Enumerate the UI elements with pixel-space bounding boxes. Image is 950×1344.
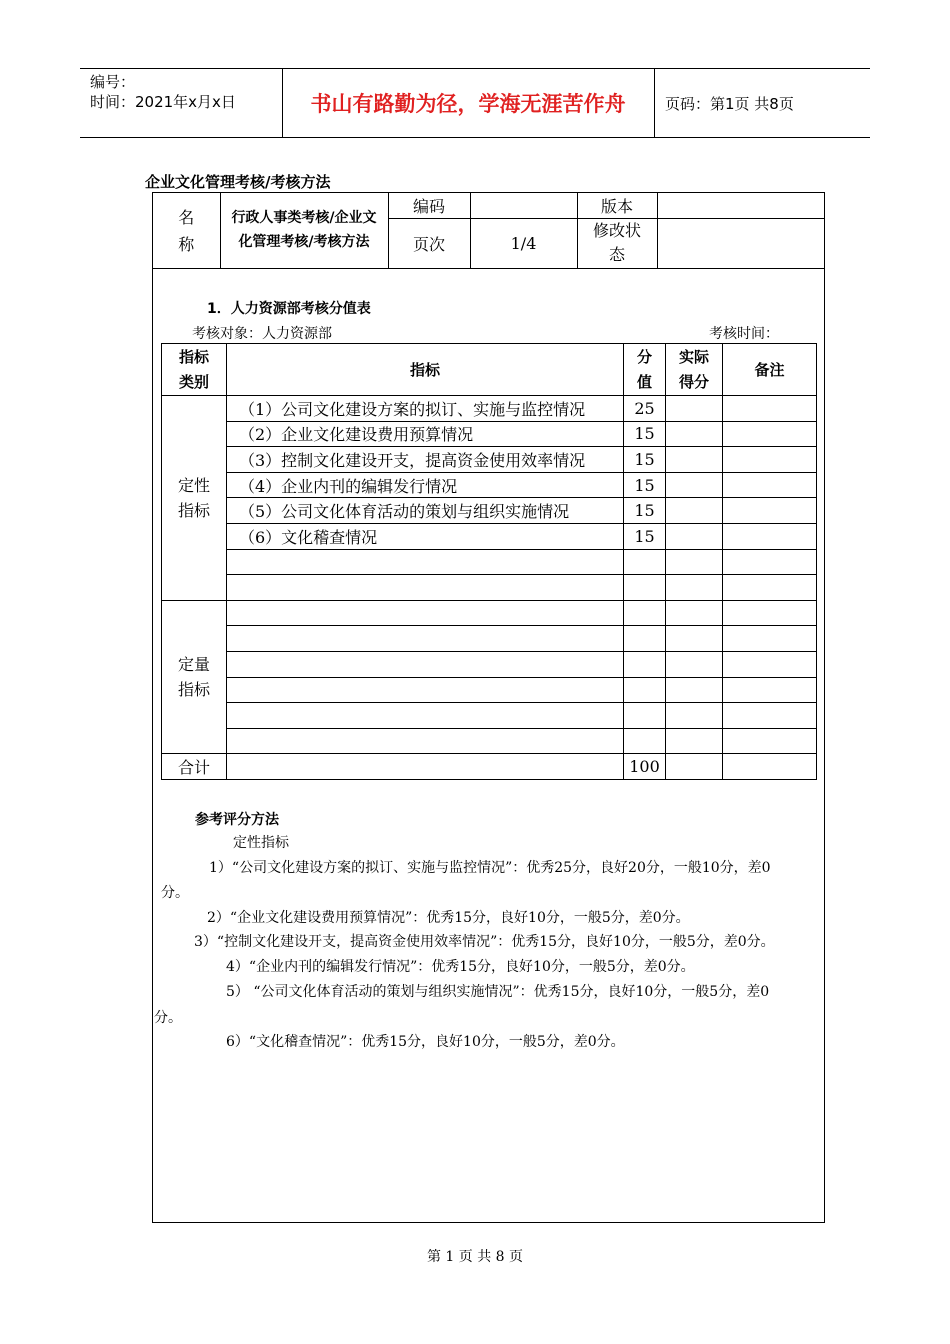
remark-cell <box>723 600 817 626</box>
indicator-score: 25 <box>624 396 666 422</box>
page-label: 页次 <box>388 218 470 268</box>
indicator-score <box>624 626 666 652</box>
remark-cell <box>723 472 817 498</box>
table-row <box>162 396 817 422</box>
header-score-1: 分 <box>636 347 652 366</box>
quantitative-category <box>162 600 227 754</box>
name-label-1: 名 <box>178 208 195 228</box>
code-value <box>470 193 577 218</box>
status-label-2: 态 <box>608 245 625 264</box>
remark-cell <box>723 498 817 524</box>
header-remark: 备注 <box>723 344 817 396</box>
number-label: 编号： <box>90 73 136 91</box>
remark-cell <box>723 447 817 473</box>
indicator-score: 15 <box>624 472 666 498</box>
header-meta <box>80 69 283 137</box>
name-label-cell <box>153 193 220 268</box>
actual-score-cell <box>666 498 723 524</box>
indicator-item: （1）公司文化建设方案的拟订、实施与监控情况 <box>227 396 624 422</box>
actual-score-cell <box>666 703 723 729</box>
name-value-1: 行政人事类考核/企业文 <box>231 210 377 227</box>
actual-score-cell <box>666 728 723 754</box>
quantitative-label-1: 定量 <box>177 655 210 675</box>
remark-cell <box>723 421 817 447</box>
indicator-score: 15 <box>624 498 666 524</box>
actual-score-cell <box>666 600 723 626</box>
remark-cell <box>723 575 817 601</box>
status-label-cell <box>577 218 657 268</box>
actual-score-cell <box>666 575 723 601</box>
status-value <box>657 218 824 268</box>
indicator-item <box>227 575 624 601</box>
table-row <box>162 703 817 729</box>
page-header <box>80 68 870 138</box>
page-code-text: 页码：第1页 共8页 <box>665 94 794 113</box>
table-row <box>162 600 817 626</box>
qualitative-label-2: 指标 <box>177 500 210 520</box>
total-label: 合计 <box>162 754 227 780</box>
indicator-score: 15 <box>624 523 666 549</box>
remark-cell <box>723 549 817 575</box>
total-indicator-cell <box>227 754 624 780</box>
reference-p1: 1）“公司文化建设方案的拟订、实施与监控情况”：优秀25分，良好20分，一般10分，差0 <box>209 860 771 876</box>
name-label-2: 称 <box>178 235 195 255</box>
section-title: 1．人力资源部考核分值表 <box>207 301 371 317</box>
reference-p5: 5） “公司文化体育活动的策划与组织实施情况”：优秀15分，良好10分，一般5分，差0 <box>226 984 770 1000</box>
table-row <box>162 447 817 473</box>
indicator-score: 15 <box>624 421 666 447</box>
actual-score-cell <box>666 447 723 473</box>
score-table-header <box>162 344 817 396</box>
indicator-item <box>227 626 624 652</box>
indicator-score <box>624 651 666 677</box>
time-label: 时间：2021年x月x日 <box>90 93 236 111</box>
document-title: 企业文化管理考核/考核方法 <box>145 173 331 191</box>
name-value-2: 化管理考核/考核方法 <box>238 234 370 251</box>
header-category-1: 指标 <box>178 347 209 366</box>
indicator-score <box>624 677 666 703</box>
table-row <box>162 575 817 601</box>
indicator-score <box>624 600 666 626</box>
reference-p4: 4）“企业内刊的编辑发行情况”：优秀15分，良好10分，一般5分，差0分。 <box>226 959 695 975</box>
indicator-item: （2）企业文化建设费用预算情况 <box>227 421 624 447</box>
indicator-item <box>227 728 624 754</box>
remark-cell <box>723 703 817 729</box>
assess-object: 考核对象：人力资源部 <box>192 326 332 342</box>
indicator-item: （6）文化稽查情况 <box>227 523 624 549</box>
actual-score-cell <box>666 396 723 422</box>
actual-score-cell <box>666 626 723 652</box>
name-value-cell <box>220 193 388 268</box>
indicator-score <box>624 703 666 729</box>
version-label: 版本 <box>577 193 657 218</box>
reference-p5-cont: 分。 <box>154 1010 182 1026</box>
remark-cell <box>723 523 817 549</box>
header-category-2: 类别 <box>178 372 209 391</box>
reference-p3: 3）“控制文化建设开支，提高资金使用效率情况”：优秀15分，良好10分，一般5分，差0分。 <box>194 934 775 950</box>
actual-score-cell <box>666 523 723 549</box>
actual-score-cell <box>666 421 723 447</box>
indicator-item <box>227 677 624 703</box>
reference-p6: 6）“文化稽查情况”：优秀15分，良好10分，一般5分，差0分。 <box>226 1034 625 1050</box>
indicator-item <box>227 703 624 729</box>
total-row <box>162 754 817 780</box>
indicator-item <box>227 651 624 677</box>
table-row <box>162 728 817 754</box>
remark-cell <box>723 651 817 677</box>
page-value: 1/4 <box>470 218 577 268</box>
reference-p1-cont: 分。 <box>161 885 189 901</box>
remark-cell <box>723 396 817 422</box>
indicator-score <box>624 549 666 575</box>
status-label-1: 修改状 <box>592 221 641 240</box>
info-table <box>153 193 824 269</box>
actual-score-cell <box>666 549 723 575</box>
total-remark-cell <box>723 754 817 780</box>
qualitative-category <box>162 396 227 601</box>
header-score <box>624 344 666 396</box>
table-row <box>162 421 817 447</box>
table-row <box>162 651 817 677</box>
remark-cell <box>723 677 817 703</box>
reference-p2: 2）“企业文化建设费用预算情况”：优秀15分，良好10分，一般5分，差0分。 <box>207 910 690 926</box>
header-actual <box>666 344 723 396</box>
version-value <box>657 193 824 218</box>
indicator-score: 15 <box>624 447 666 473</box>
page-code <box>655 69 870 137</box>
quantitative-label-2: 指标 <box>177 680 210 700</box>
indicator-item: （3）控制文化建设开支，提高资金使用效率情况 <box>227 447 624 473</box>
indicator-score <box>624 728 666 754</box>
code-label: 编码 <box>388 193 470 218</box>
assess-time: 考核时间： <box>709 326 779 342</box>
page-footer: 第 1 页 共 8 页 <box>426 1249 524 1265</box>
header-category <box>162 344 227 396</box>
motto: 书山有路勤为径，学海无涯苦作舟 <box>282 69 655 137</box>
table-row <box>162 626 817 652</box>
actual-score-cell <box>666 651 723 677</box>
reference-title: 参考评分方法 <box>195 812 279 828</box>
header-actual-1: 实际 <box>678 347 709 366</box>
table-row <box>162 523 817 549</box>
table-row <box>162 498 817 524</box>
table-row <box>162 472 817 498</box>
table-row <box>162 677 817 703</box>
actual-score-cell <box>666 472 723 498</box>
indicator-score <box>624 575 666 601</box>
score-table <box>161 343 817 780</box>
indicator-item: （5）公司文化体育活动的策划与组织实施情况 <box>227 498 624 524</box>
header-actual-2: 得分 <box>678 372 709 391</box>
reference-subtitle: 定性指标 <box>233 835 289 851</box>
remark-cell <box>723 626 817 652</box>
table-row <box>162 549 817 575</box>
qualitative-label-1: 定性 <box>177 475 210 495</box>
indicator-item <box>227 600 624 626</box>
header-score-2: 值 <box>636 372 652 391</box>
indicator-item <box>227 549 624 575</box>
total-actual-cell <box>666 754 723 780</box>
actual-score-cell <box>666 677 723 703</box>
total-score: 100 <box>624 754 666 780</box>
indicator-item: （4）企业内刊的编辑发行情况 <box>227 472 624 498</box>
remark-cell <box>723 728 817 754</box>
header-indicator: 指标 <box>227 344 624 396</box>
